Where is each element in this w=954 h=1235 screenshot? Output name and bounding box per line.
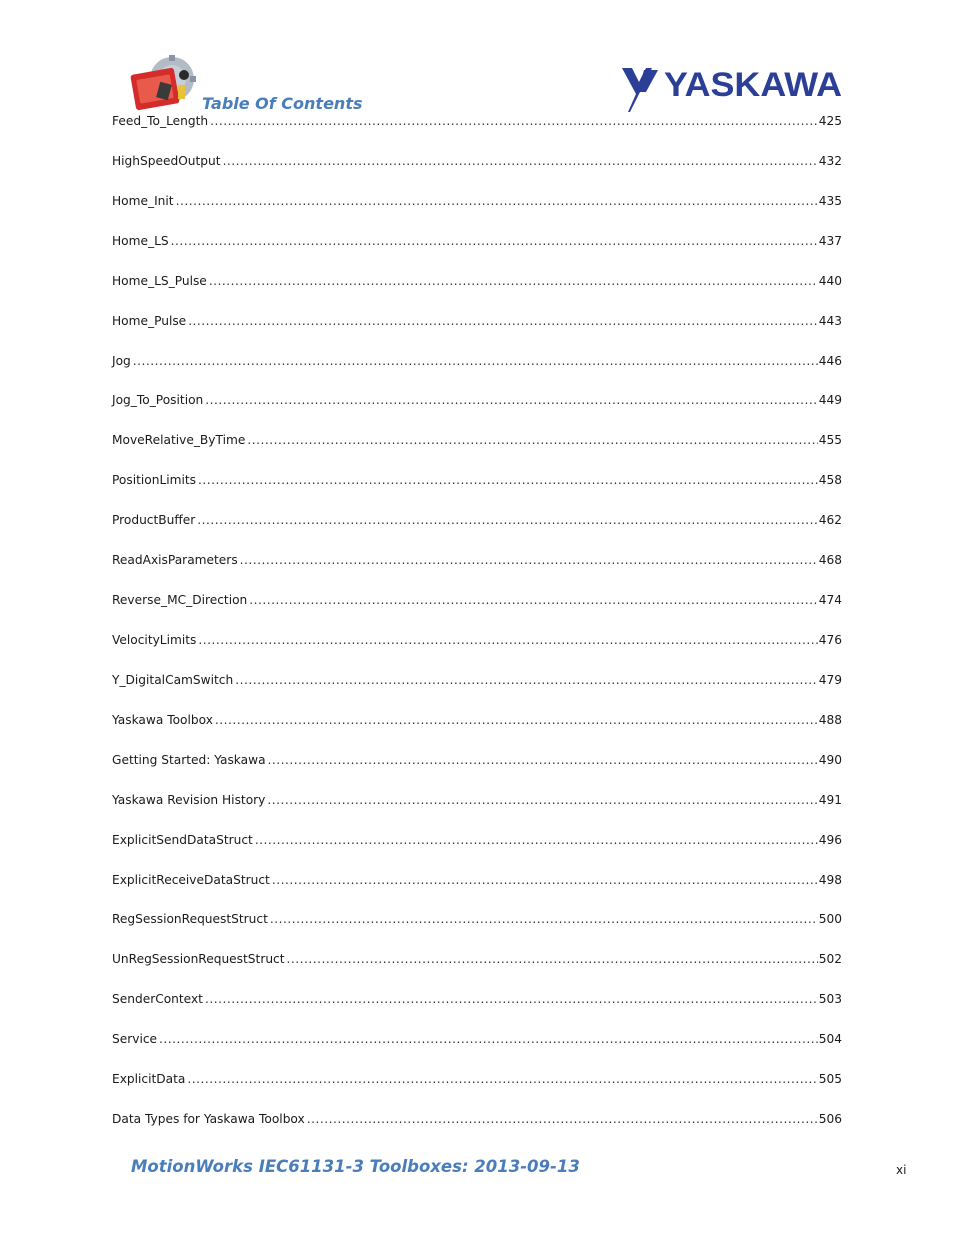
toc-entry-label[interactable]: Jog_To_Position bbox=[112, 393, 204, 408]
toc-entry-label[interactable]: Feed_To_Length bbox=[112, 114, 209, 128]
toc-entry-label[interactable]: Jog bbox=[112, 353, 131, 368]
toc-dot-leader bbox=[223, 152, 818, 171]
toc-entry-label[interactable]: Yaskawa Revision History bbox=[112, 792, 266, 807]
toc-entry[interactable] bbox=[112, 431, 842, 471]
table-of-contents bbox=[112, 112, 842, 1150]
toc-entry-page[interactable]: 476 bbox=[818, 632, 842, 647]
toc-entry-page[interactable]: 440 bbox=[818, 273, 842, 288]
toc-entry-page[interactable]: 502 bbox=[818, 952, 842, 967]
toc-entry[interactable] bbox=[112, 751, 842, 791]
toc-entry-label[interactable]: PositionLimits bbox=[112, 473, 197, 488]
toc-entry[interactable] bbox=[112, 631, 842, 671]
toc-entry-page[interactable]: 437 bbox=[818, 233, 842, 248]
footer-document-title: MotionWorks IEC61131-3 Toolboxes: 2013-09-13 bbox=[131, 1157, 580, 1176]
toc-entry-page[interactable]: 425 bbox=[818, 114, 842, 128]
toc-entry-label[interactable]: Service bbox=[112, 1032, 158, 1047]
toc-dot-leader bbox=[249, 591, 817, 610]
toc-dot-leader bbox=[205, 990, 818, 1009]
toc-dot-leader bbox=[240, 551, 818, 570]
toc-dot-leader bbox=[187, 1070, 817, 1089]
toc-entry-label[interactable]: ExplicitSendDataStruct bbox=[112, 832, 253, 847]
yaskawa-logo bbox=[622, 66, 844, 114]
toc-entry-page[interactable]: 479 bbox=[818, 672, 842, 687]
toc-entry-page[interactable]: 505 bbox=[818, 1072, 842, 1087]
toc-entry[interactable] bbox=[112, 551, 842, 591]
toc-entry[interactable] bbox=[112, 352, 842, 392]
toc-entry[interactable] bbox=[112, 950, 842, 990]
toc-entry-label[interactable]: Yaskawa Toolbox bbox=[112, 712, 213, 727]
toc-entry-label[interactable]: Home_Init bbox=[112, 193, 174, 208]
toc-entry-label[interactable]: Home_LS bbox=[112, 233, 169, 248]
toc-entry-page[interactable]: 498 bbox=[818, 872, 842, 887]
toc-entry-page[interactable]: 458 bbox=[818, 473, 842, 488]
toc-dot-leader bbox=[255, 831, 818, 850]
toc-dot-leader bbox=[133, 352, 818, 371]
toc-dot-leader bbox=[198, 631, 817, 650]
toc-entry[interactable] bbox=[112, 272, 842, 312]
brand-logo-text: YASKAWA bbox=[664, 66, 842, 104]
toc-entry-page[interactable]: 462 bbox=[818, 513, 842, 528]
toc-entry-page[interactable]: 446 bbox=[818, 353, 842, 368]
toc-entry-label[interactable]: Reverse_MC_Direction bbox=[112, 593, 248, 608]
toc-dot-leader bbox=[159, 1030, 818, 1049]
toc-dot-leader bbox=[307, 1110, 818, 1129]
toc-entry[interactable] bbox=[112, 1070, 842, 1110]
toc-dot-leader bbox=[270, 910, 818, 929]
toc-entry-label[interactable]: Home_Pulse bbox=[112, 313, 187, 328]
toc-entry-label[interactable]: HighSpeedOutput bbox=[112, 153, 221, 168]
toc-entry-page[interactable]: 504 bbox=[818, 1032, 842, 1047]
toc-entry[interactable] bbox=[112, 232, 842, 272]
toc-entry-page[interactable]: 506 bbox=[818, 1112, 842, 1127]
toc-entry[interactable] bbox=[112, 471, 842, 511]
toc-dot-leader bbox=[209, 272, 818, 291]
toc-entry[interactable] bbox=[112, 312, 842, 352]
page-number: xi bbox=[896, 1163, 907, 1177]
toc-entry-label[interactable]: RegSessionRequestStruct bbox=[112, 912, 268, 927]
toc-entry[interactable] bbox=[112, 511, 842, 551]
toc-entry-page[interactable]: 455 bbox=[818, 433, 842, 448]
toc-dot-leader bbox=[287, 950, 818, 969]
toc-entry-label[interactable]: SenderContext bbox=[112, 992, 203, 1007]
toc-entry[interactable] bbox=[112, 711, 842, 751]
toc-entry[interactable] bbox=[112, 671, 842, 711]
toc-entry-label[interactable]: Home_LS_Pulse bbox=[112, 273, 207, 288]
toc-dot-leader bbox=[210, 112, 818, 131]
toc-entry[interactable] bbox=[112, 112, 842, 152]
toc-entry[interactable] bbox=[112, 831, 842, 871]
toc-entry-page[interactable]: 496 bbox=[818, 832, 842, 847]
toc-entry-page[interactable]: 435 bbox=[818, 193, 842, 208]
toc-dot-leader bbox=[188, 312, 818, 331]
toc-entry-label[interactable]: ProductBuffer bbox=[112, 513, 196, 528]
toc-entry-label[interactable]: UnRegSessionRequestStruct bbox=[112, 952, 285, 967]
toc-entry-label[interactable]: Data Types for Yaskawa Toolbox bbox=[112, 1112, 305, 1127]
page-title: Table Of Contents bbox=[202, 94, 363, 113]
toc-dot-leader bbox=[176, 192, 818, 211]
toc-entry-page[interactable]: 490 bbox=[818, 752, 842, 767]
toc-entry[interactable] bbox=[112, 1110, 842, 1150]
toc-dot-leader bbox=[272, 871, 818, 890]
toc-entry-label[interactable]: MoveRelative_ByTime bbox=[112, 433, 246, 448]
toc-entry[interactable] bbox=[112, 791, 842, 831]
toc-dot-leader bbox=[235, 671, 818, 690]
toc-entry[interactable] bbox=[112, 1030, 842, 1070]
toc-dot-leader bbox=[171, 232, 818, 251]
toc-entry-page[interactable]: 503 bbox=[818, 992, 842, 1007]
toc-entry-page[interactable]: 491 bbox=[818, 792, 842, 807]
toc-entry-page[interactable]: 432 bbox=[818, 153, 842, 168]
toc-entry-page[interactable]: 500 bbox=[818, 912, 842, 927]
toc-entry[interactable] bbox=[112, 152, 842, 192]
toc-entry-page[interactable]: 468 bbox=[818, 553, 842, 568]
toc-dot-leader bbox=[215, 711, 818, 730]
toc-entry[interactable] bbox=[112, 591, 842, 631]
toc-dot-leader bbox=[267, 791, 817, 810]
toc-entry[interactable] bbox=[112, 990, 842, 1030]
toc-entry-label[interactable]: ReadAxisParameters bbox=[112, 553, 238, 568]
toolbox-logo-icon bbox=[128, 55, 200, 113]
toc-entry-page[interactable]: 474 bbox=[818, 593, 842, 608]
toc-entry-page[interactable]: 488 bbox=[818, 712, 842, 727]
toc-entry[interactable] bbox=[112, 910, 842, 950]
toc-dot-leader bbox=[268, 751, 818, 770]
toc-entry-label[interactable]: ExplicitData bbox=[112, 1072, 186, 1087]
toc-dot-leader bbox=[205, 391, 817, 410]
toc-dot-leader bbox=[198, 471, 818, 490]
toc-entry-label[interactable]: ExplicitReceiveDataStruct bbox=[112, 872, 270, 887]
toc-entry-label[interactable]: Y_DigitalCamSwitch bbox=[112, 672, 234, 687]
toc-entry[interactable] bbox=[112, 871, 842, 911]
toc-entry-page[interactable]: 443 bbox=[818, 313, 842, 328]
toc-entry-page[interactable]: 449 bbox=[818, 393, 842, 408]
toc-dot-leader bbox=[197, 511, 817, 530]
toc-dot-leader bbox=[247, 431, 817, 450]
toc-entry[interactable] bbox=[112, 192, 842, 232]
toc-entry-label[interactable]: Getting Started: Yaskawa bbox=[112, 752, 266, 767]
toc-entry-label[interactable]: VelocityLimits bbox=[112, 632, 197, 647]
toc-entry[interactable] bbox=[112, 391, 842, 431]
